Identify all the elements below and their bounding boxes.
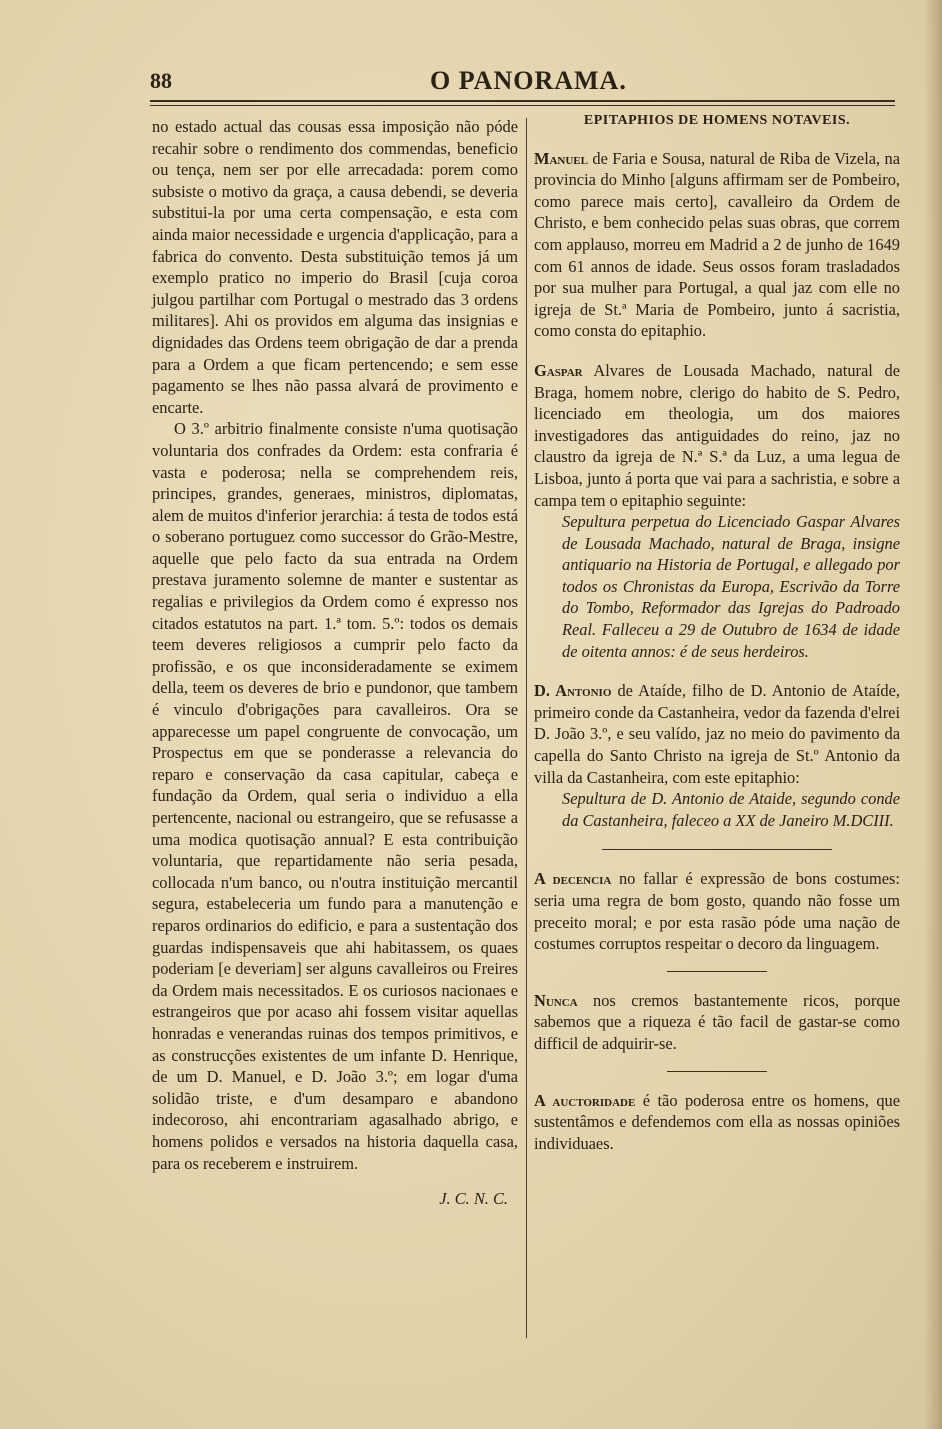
maxim-text: é tão poderosa entre os homens, que sustentâmos e defendemos com ella as nossas opiniões individuaes. — [534, 1090, 901, 1153]
entry-lead: Gaspar — [534, 360, 583, 380]
maxim — [534, 1090, 900, 1155]
epitaph-text: Sepultura de D. Antonio de Ataide, segundo conde da Castanheira, faleceo a XX de Janeiro M.DCIII. — [562, 789, 900, 830]
entry-text: Alvares de Lousada Machado, natural de Braga, homem nobre, clerigo do habito de S. Pedro, licenciado em theologia, um dos maiores investigadores das antiguidades do reino, jaz no claustro da igreja de N.ª S.ª da Luz, a uma legua de Lisboa, junto á porta que vai para a sachristia, e sobre a campa tem o epitaphio seguinte: — [534, 360, 900, 510]
entry-lead: Manuel — [534, 148, 588, 168]
epitaph-entry — [534, 680, 900, 831]
page-header — [150, 62, 895, 102]
epitaph-text: Sepultura perpetua do Licenciado Gaspar Alvares de Lousada Machado, natural de Braga, insigne antiquario na Historia de Portugal, e allegado por todos os Chronistas da Europa, Escrivão da Torre do Tombo, Reformador das Igrejas do Padroado Real. Falleceu a 29 de Outubro de 1634 de idade de oitenta annos: é de seus herdeiros. — [562, 512, 900, 661]
section-title: EPITAPHIOS DE HOMENS NOTAVEIS. — [583, 113, 851, 128]
journal-title: O PANORAMA. — [430, 66, 627, 95]
maxim-separator — [667, 971, 767, 972]
right-column — [534, 110, 900, 1154]
maxim-text: no fallar é expressão de bons costumes: seria uma regra de bom gosto, quando não fosse um preceito moral; e por esta rasão póde uma nação de costumes corruptos respeitar o decoro da linguagem. — [534, 869, 900, 954]
maxim-separator — [667, 1071, 767, 1072]
page-number: 88 — [150, 68, 172, 93]
entry-lead: D. Antonio — [534, 681, 612, 701]
article-paragraph: O 3.º arbitrio finalmente consiste n'uma quotisação voluntaria dos confrades da Ordem: esta confraria é vasta e poderosa; nella se comprehendem reis, principes, grandes, generaes, ministros, diplomatas, alem de muitos d'inferior jerarchia: á testa de todos está o soberano portuguez como successor do Grão-Mestre, aquelle que pelo facto da sua entrada na Ordem prestava juramento solemne de manter e sustentar as regalias e privilegios da Ordem como é expresso nos citados estatutos na part. 1.ª tom. 5.º: todos os demais teem deveres religiosos a cumprir pelo facto da profissão, e os que inconsideradamente se eximem della, teem os deveres de brio e pundonor, que tambem é vinculo d'obrigações para cavalleiros. Ora se apparecesse um papel congruente de convocação, um Prospectus em que se ponderasse a relevancia do reparo e conservação da casa capitular, cabeça e fundação da Ordem, qual seria o individuo a ella pertencente, nacional ou estrangeiro, que se refusasse a uma modica quotisação annual? E esta contribuição voluntaria, que repartidamente não seria pesada, collocada n'um banco, ou n'outra instituição mercantil segura, estabeleceria um fundo para a manutenção e reparos ordinarios do edificio, e para a sustentação dos guardas indispensaveis que ahi habitassem, os quaes poderiam [e deveriam] ser alguns cavalleiros ou Freires da Ordem mais necessitados. E os curiosos nacionaes e estrangeiros que por acaso ahi fossem visitar aquellas honradas e venerandas ruinas dos tempos primitivos, e as construcções existentes de um infante D. Henrique, de um D. Manuel, e D. João 3.º; em logar d'uma solidão triste, e d'um desamparo e abandono indecoroso, ahi encontrariam agasalhado abrigo, e homens polidos e versados na historia daquella casa, para os receberem e instruirem. — [152, 419, 518, 1173]
column-divider — [526, 118, 527, 1338]
left-column — [152, 116, 518, 1210]
entry-text: de Faria e Sousa, natural de Riba de Vizela, na provincia do Minho [alguns affirmam ser de Pombeiro, como parece mais certo], cavalleiro da Ordem de Christo, e bem conhecido pelas suas obras, que correm com applauso, morreu em Madrid a 2 de junho de 1649 com 61 annos de idade. Seus ossos foram trasladados por sua mulher para Portugal, a qual jaz com elle no igreja de St.ª Maria de Pombeiro, junto á sacristia, como consta do epitaphio. — [534, 148, 900, 341]
maxim-lead: A auctoridade — [534, 1090, 636, 1110]
epitaph-entry — [534, 360, 900, 662]
entry-text: de Ataíde, filho de D. Antonio de Ataíde, primeiro conde da Castanheira, vedor da fazenda d'elrei D. João 3.º, e seu valído, jaz no meio do pavimento da capella do Santo Christo na igreja de St.º Antonio da villa da Castanheira, com este epitaphio: — [534, 681, 901, 787]
header-rule-thin — [150, 105, 895, 106]
epitaph-entry — [534, 148, 900, 342]
maxim-lead: Nunca — [534, 990, 578, 1010]
maxim — [534, 990, 900, 1055]
section-separator — [602, 849, 832, 850]
author-signature: J. C. N. C. — [439, 1189, 508, 1209]
page-edge-shadow — [924, 0, 942, 1429]
article-paragraph: no estado actual das cousas essa imposição não póde recahir sobre o rendimento dos commendas, beneficio ou tença, nem ser por elle arrecadada: porem como subsiste o motivo da graça, a causa debendi, se deveria substitui-la por uma certa compensação, e esta com ainda maior necessidade e urgencia d'applicação, para a fabrica do convento. Desta substituição temos já um exemplo pratico no imperio do Brasil [cuja coroa julgou partilhar com Portugal o mestrado das 3 ordens militares]. Ahi os providos em alguma das insignias e dignidades das Ordens teem obrigação de dar a prenda para a Ordem a que ficam pertencendo; e sem esse pagamento se lhes não passa alvará de provimento e encarte. — [152, 117, 518, 417]
maxim-text: nos cremos bastantemente ricos, porque sabemos que a riqueza é tão facil de gastar-se como difficil de adquirir-se. — [534, 990, 900, 1053]
header-rule — [150, 100, 895, 102]
maxim-lead: A decencia — [534, 869, 612, 889]
maxim — [534, 868, 900, 954]
